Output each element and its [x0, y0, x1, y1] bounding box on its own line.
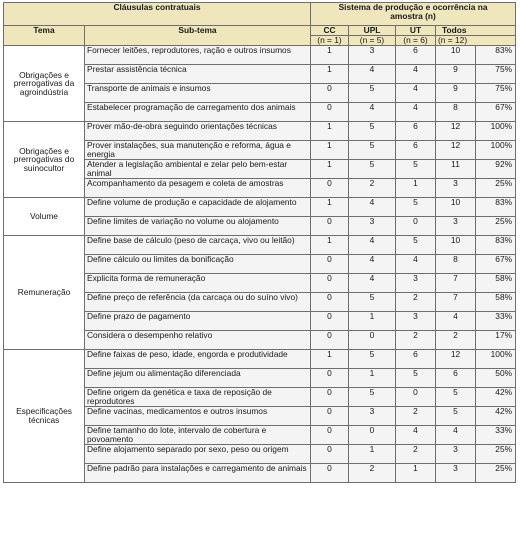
- ut-count-cell: 5: [396, 198, 436, 217]
- todos-count-cell: 12: [436, 141, 476, 160]
- upl-count-cell: 3: [349, 217, 396, 236]
- upl-count-cell: 5: [349, 84, 396, 103]
- percent-cell: 25%: [476, 464, 516, 483]
- header-n-ut: (n = 6): [396, 36, 436, 46]
- subtema-cell: Define tamanho do lote, intervalo de cobertura e povoamento: [85, 426, 311, 445]
- upl-count-cell: 3: [349, 46, 396, 65]
- percent-cell: 100%: [476, 350, 516, 369]
- tema-cell: Obrigações e prerrogativas da agroindústria: [4, 46, 85, 122]
- todos-count-cell: 10: [436, 198, 476, 217]
- percent-cell: 42%: [476, 388, 516, 407]
- cc-count-cell: 0: [311, 369, 349, 388]
- ut-count-cell: 0: [396, 388, 436, 407]
- tema-cell: Volume: [4, 198, 85, 236]
- todos-count-cell: 10: [436, 46, 476, 65]
- cc-count-cell: 1: [311, 160, 349, 179]
- percent-cell: 17%: [476, 331, 516, 350]
- header-sistema-line2: amostra (n): [390, 10, 436, 21]
- upl-count-cell: 4: [349, 236, 396, 255]
- subtema-cell: Prover instalações, sua manutenção e reforma, água e energia: [85, 141, 311, 160]
- cc-count-cell: 0: [311, 388, 349, 407]
- ut-count-cell: 4: [396, 103, 436, 122]
- percent-cell: 83%: [476, 198, 516, 217]
- todos-count-cell: 3: [436, 179, 476, 198]
- todos-count-cell: 12: [436, 350, 476, 369]
- ut-count-cell: 4: [396, 84, 436, 103]
- cc-count-cell: 0: [311, 407, 349, 426]
- upl-count-cell: 4: [349, 274, 396, 293]
- upl-count-cell: 0: [349, 331, 396, 350]
- upl-count-cell: 0: [349, 426, 396, 445]
- subtema-cell: Fornecer leitões, reprodutores, ração e outros insumos: [85, 46, 311, 65]
- upl-count-cell: 4: [349, 65, 396, 84]
- percent-cell: 83%: [476, 46, 516, 65]
- header-sistema: [311, 3, 516, 26]
- upl-count-cell: 5: [349, 293, 396, 312]
- percent-cell: 42%: [476, 407, 516, 426]
- subtema-cell: Define faixas de peso, idade, engorda e produtividade: [85, 350, 311, 369]
- percent-cell: 67%: [476, 103, 516, 122]
- table-container: [3, 2, 515, 483]
- subtema-cell: Define vacinas, medicamentos e outros insumos: [85, 407, 311, 426]
- percent-cell: 75%: [476, 84, 516, 103]
- header-col-upl: UPL: [349, 26, 396, 36]
- cc-count-cell: 0: [311, 426, 349, 445]
- header-col-cc: CC: [311, 26, 349, 36]
- upl-count-cell: 4: [349, 255, 396, 274]
- subtema-cell: Explicita forma de remuneração: [85, 274, 311, 293]
- percent-cell: 25%: [476, 217, 516, 236]
- cc-count-cell: 0: [311, 217, 349, 236]
- cc-count-cell: 1: [311, 46, 349, 65]
- ut-count-cell: 2: [396, 445, 436, 464]
- upl-count-cell: 5: [349, 160, 396, 179]
- header-subtema: Sub-tema: [85, 26, 311, 46]
- todos-count-cell: 2: [436, 331, 476, 350]
- ut-count-cell: 4: [396, 426, 436, 445]
- subtema-cell: Atender a legislação ambiental e zelar pelo bem-estar animal: [85, 160, 311, 179]
- upl-count-cell: 2: [349, 464, 396, 483]
- percent-cell: 33%: [476, 426, 516, 445]
- ut-count-cell: 1: [396, 464, 436, 483]
- cc-count-cell: 1: [311, 65, 349, 84]
- cc-count-cell: 0: [311, 293, 349, 312]
- percent-cell: 58%: [476, 293, 516, 312]
- todos-count-cell: 7: [436, 293, 476, 312]
- todos-count-cell: 3: [436, 217, 476, 236]
- subtema-cell: Define prazo de pagamento: [85, 312, 311, 331]
- header-clausulas: Cláusulas contratuais: [4, 3, 311, 26]
- subtema-cell: Define volume de produção e capacidade de alojamento: [85, 198, 311, 217]
- todos-count-cell: 3: [436, 445, 476, 464]
- subtema-cell: Considera o desempenho relativo: [85, 331, 311, 350]
- cc-count-cell: 0: [311, 179, 349, 198]
- header-col-todos: Todos: [436, 26, 516, 36]
- subtema-cell: Acompanhamento da pesagem e coleta de amostras: [85, 179, 311, 198]
- subtema-cell: Prover mão-de-obra seguindo orientações técnicas: [85, 122, 311, 141]
- subtema-cell: Define cálculo ou limites da bonificação: [85, 255, 311, 274]
- table-row: [4, 46, 516, 65]
- tema-cell: Obrigações e prerrogativas do suinocultor: [4, 122, 85, 198]
- ut-count-cell: 3: [396, 274, 436, 293]
- todos-count-cell: 8: [436, 103, 476, 122]
- header-n-cc: (n = 1): [311, 36, 349, 46]
- percent-cell: 100%: [476, 141, 516, 160]
- todos-count-cell: 10: [436, 236, 476, 255]
- upl-count-cell: 4: [349, 103, 396, 122]
- cc-count-cell: 0: [311, 312, 349, 331]
- percent-cell: 25%: [476, 179, 516, 198]
- cc-count-cell: 0: [311, 255, 349, 274]
- cc-count-cell: 1: [311, 198, 349, 217]
- ut-count-cell: 1: [396, 179, 436, 198]
- upl-count-cell: 1: [349, 312, 396, 331]
- table-row: [4, 198, 516, 217]
- subtema-cell: Define base de cálculo (peso de carcaça, vivo ou leitão): [85, 236, 311, 255]
- upl-count-cell: 5: [349, 350, 396, 369]
- subtema-cell: Transporte de animais e insumos: [85, 84, 311, 103]
- ut-count-cell: 5: [396, 236, 436, 255]
- header-n-upl: (n = 5): [349, 36, 396, 46]
- percent-cell: 67%: [476, 255, 516, 274]
- upl-count-cell: 5: [349, 141, 396, 160]
- todos-count-cell: 11: [436, 160, 476, 179]
- subtema-cell: Define limites de variação no volume ou alojamento: [85, 217, 311, 236]
- table-body: [4, 46, 516, 483]
- header-sistema-line1: Sistema de produção e ocorrência na: [338, 2, 488, 12]
- subtema-cell: Define padrão para instalações e carregamento de animais: [85, 464, 311, 483]
- todos-count-cell: 8: [436, 255, 476, 274]
- cc-count-cell: 0: [311, 103, 349, 122]
- todos-count-cell: 4: [436, 312, 476, 331]
- upl-count-cell: 2: [349, 179, 396, 198]
- ut-count-cell: 3: [396, 312, 436, 331]
- ut-count-cell: 2: [396, 293, 436, 312]
- header-n-todos: (n = 12): [436, 36, 516, 46]
- percent-cell: 83%: [476, 236, 516, 255]
- percent-cell: 92%: [476, 160, 516, 179]
- todos-count-cell: 5: [436, 407, 476, 426]
- cc-count-cell: 0: [311, 274, 349, 293]
- ut-count-cell: 2: [396, 407, 436, 426]
- percent-cell: 33%: [476, 312, 516, 331]
- ut-count-cell: 6: [396, 141, 436, 160]
- subtema-cell: Estabelecer programação de carregamento dos animais: [85, 103, 311, 122]
- todos-count-cell: 4: [436, 426, 476, 445]
- table-row: [4, 236, 516, 255]
- ut-count-cell: 4: [396, 255, 436, 274]
- todos-count-cell: 3: [436, 464, 476, 483]
- header-tema: Tema: [4, 26, 85, 46]
- table-row: [4, 350, 516, 369]
- cc-count-cell: 0: [311, 445, 349, 464]
- percent-cell: 100%: [476, 122, 516, 141]
- todos-count-cell: 5: [436, 388, 476, 407]
- upl-count-cell: 1: [349, 445, 396, 464]
- percent-cell: 75%: [476, 65, 516, 84]
- contract-clauses-table: [3, 2, 516, 483]
- ut-count-cell: 5: [396, 369, 436, 388]
- table-header: [4, 3, 516, 46]
- subtema-cell: Define alojamento separado por sexo, peso ou origem: [85, 445, 311, 464]
- cc-count-cell: 1: [311, 141, 349, 160]
- subtema-cell: Define preço de referência (da carcaça ou do suíno vivo): [85, 293, 311, 312]
- ut-count-cell: 4: [396, 65, 436, 84]
- cc-count-cell: 1: [311, 122, 349, 141]
- upl-count-cell: 5: [349, 388, 396, 407]
- percent-cell: 50%: [476, 369, 516, 388]
- percent-cell: 25%: [476, 445, 516, 464]
- subtema-cell: Prestar assistência técnica: [85, 65, 311, 84]
- header-col-ut: UT: [396, 26, 436, 36]
- ut-count-cell: 6: [396, 46, 436, 65]
- cc-count-cell: 0: [311, 84, 349, 103]
- todos-count-cell: 12: [436, 122, 476, 141]
- tema-cell: Especificações técnicas: [4, 350, 85, 483]
- ut-count-cell: 6: [396, 122, 436, 141]
- ut-count-cell: 2: [396, 331, 436, 350]
- todos-count-cell: 7: [436, 274, 476, 293]
- cc-count-cell: 1: [311, 350, 349, 369]
- upl-count-cell: 5: [349, 122, 396, 141]
- subtema-cell: Define jejum ou alimentação diferenciada: [85, 369, 311, 388]
- todos-count-cell: 9: [436, 84, 476, 103]
- cc-count-cell: 0: [311, 464, 349, 483]
- percent-cell: 58%: [476, 274, 516, 293]
- subtema-cell: Define origem da genética e taxa de reposição de reprodutores: [85, 388, 311, 407]
- cc-count-cell: 1: [311, 236, 349, 255]
- todos-count-cell: 6: [436, 369, 476, 388]
- ut-count-cell: 6: [396, 350, 436, 369]
- ut-count-cell: 5: [396, 160, 436, 179]
- upl-count-cell: 1: [349, 369, 396, 388]
- upl-count-cell: 4: [349, 198, 396, 217]
- table-row: [4, 122, 516, 141]
- tema-cell: Remuneração: [4, 236, 85, 350]
- upl-count-cell: 3: [349, 407, 396, 426]
- cc-count-cell: 0: [311, 331, 349, 350]
- todos-count-cell: 9: [436, 65, 476, 84]
- ut-count-cell: 0: [396, 217, 436, 236]
